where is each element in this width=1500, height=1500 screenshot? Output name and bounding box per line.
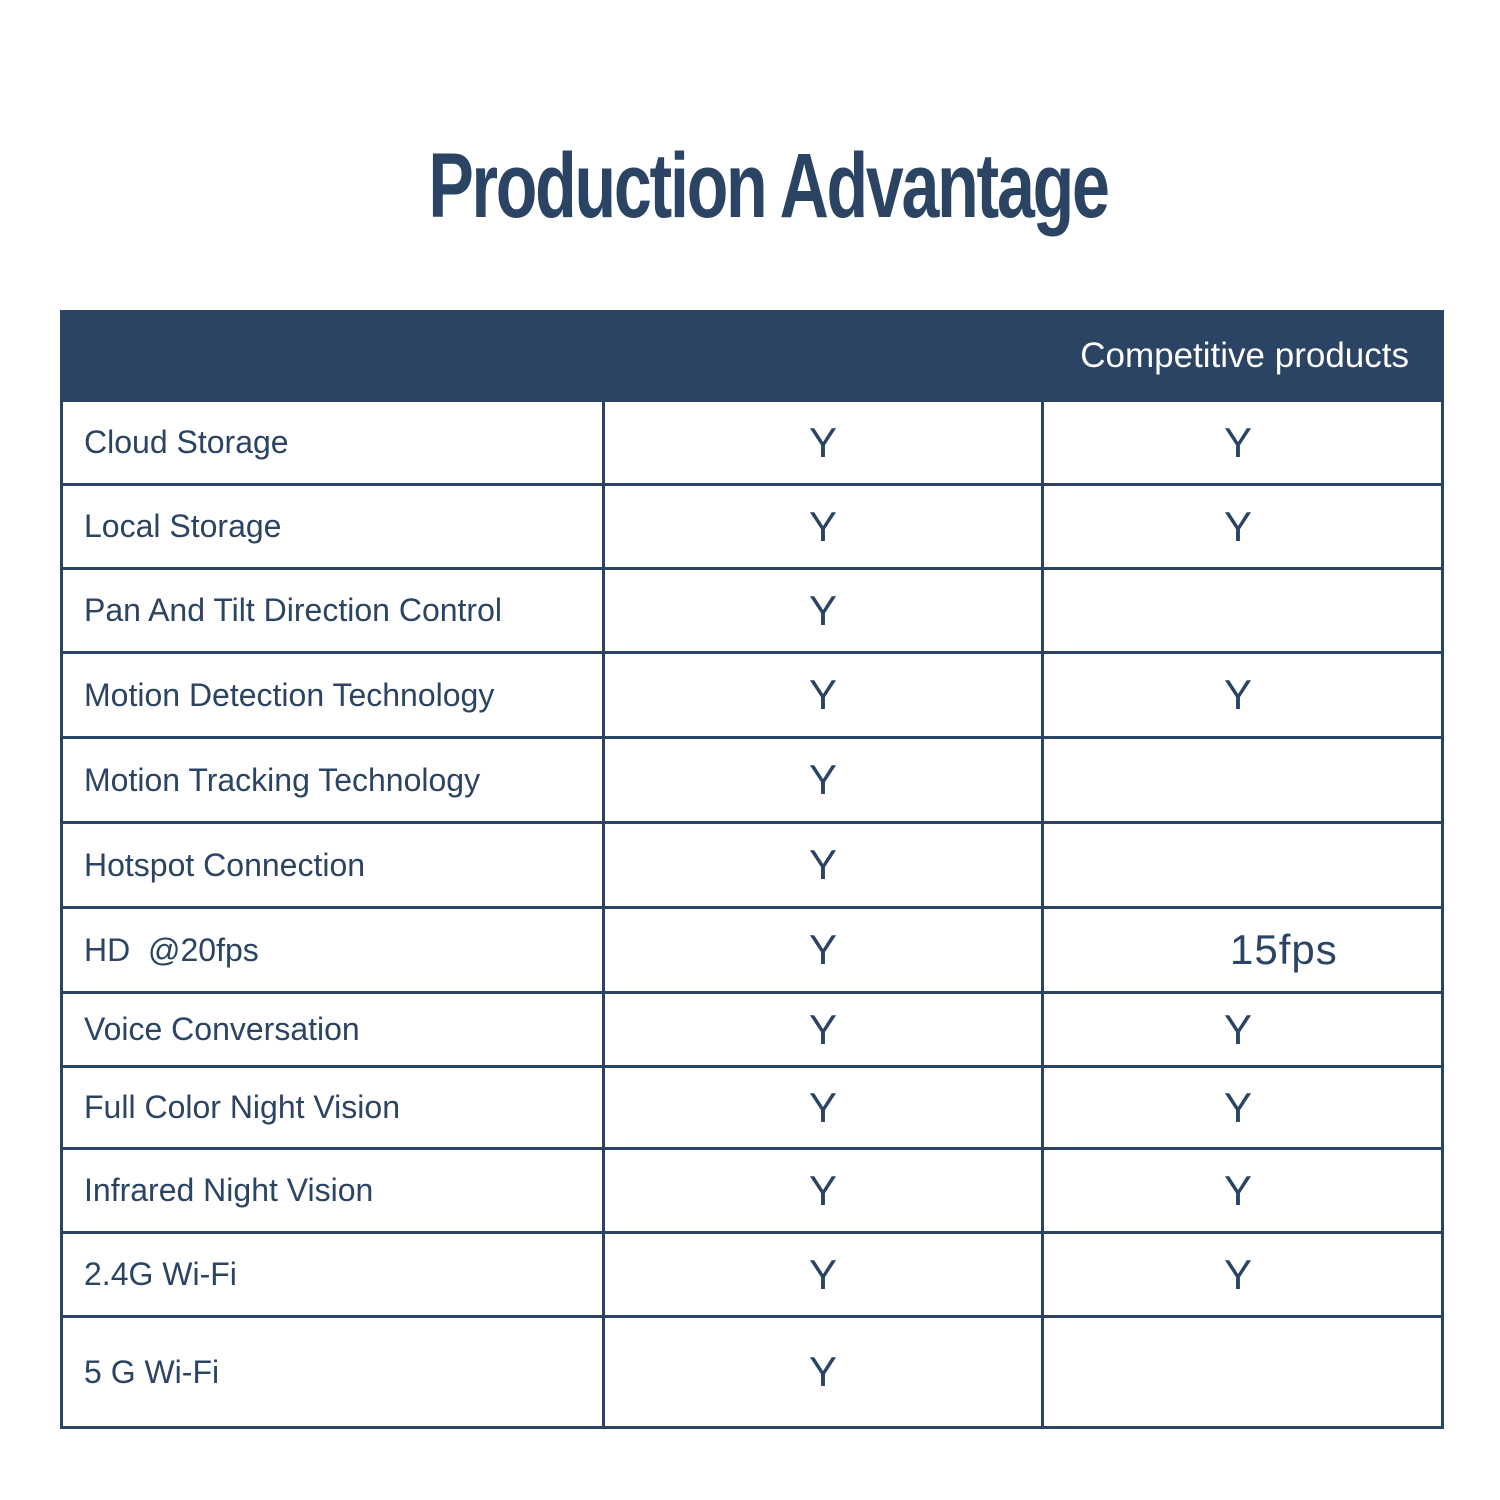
page-title: Production Advantage <box>428 135 1108 237</box>
table-row <box>62 1067 1443 1149</box>
feature-name-cell: Full Color Night Vision <box>62 1067 604 1149</box>
competitor-value-cell <box>1043 823 1443 908</box>
ours-value-cell: Y <box>604 401 1043 485</box>
ours-value-cell: Y <box>604 569 1043 653</box>
table-row <box>62 1317 1443 1428</box>
ours-value-cell: Y <box>604 653 1043 738</box>
competitor-value-cell: Y <box>1043 1067 1443 1149</box>
ours-value-cell: Y <box>604 823 1043 908</box>
competitor-value-cell <box>1043 1317 1443 1428</box>
table-row <box>62 1149 1443 1233</box>
feature-name-cell: Infrared Night Vision <box>62 1149 604 1233</box>
feature-name-cell: Hotspot Connection <box>62 823 604 908</box>
competitor-value-cell: Y <box>1043 653 1443 738</box>
feature-name-cell: Motion Tracking Technology <box>62 738 604 823</box>
feature-name-cell: Cloud Storage <box>62 401 604 485</box>
table-row <box>62 569 1443 653</box>
competitor-value-cell: Y <box>1043 1233 1443 1317</box>
table-body <box>62 401 1443 1428</box>
table-header-row <box>62 312 1443 401</box>
competitor-value-cell <box>1043 738 1443 823</box>
ours-value-cell: Y <box>604 1317 1043 1428</box>
feature-name-cell: Voice Conversation <box>62 993 604 1067</box>
table-row <box>62 401 1443 485</box>
feature-name-cell: HD @20fps <box>62 908 604 993</box>
competitor-value-cell: Y <box>1043 1149 1443 1233</box>
ours-value-cell: Y <box>604 1233 1043 1317</box>
table-row <box>62 908 1443 993</box>
header-cell-feature <box>62 312 604 401</box>
competitor-value-cell: Y <box>1043 401 1443 485</box>
table-row <box>62 823 1443 908</box>
competitor-value-cell: Y <box>1043 485 1443 569</box>
competitor-value-cell: 15fps <box>1043 908 1443 993</box>
header-cell-ours <box>604 312 1043 401</box>
competitor-value-cell <box>1043 569 1443 653</box>
ours-value-cell: Y <box>604 993 1043 1067</box>
feature-name-cell: Pan And Tilt Direction Control <box>62 569 604 653</box>
table-row <box>62 653 1443 738</box>
ours-value-cell: Y <box>604 738 1043 823</box>
ours-value-cell: Y <box>604 485 1043 569</box>
feature-name-cell: Local Storage <box>62 485 604 569</box>
header-cell-competitive-products: Competitive products <box>1043 312 1443 401</box>
table-row <box>62 993 1443 1067</box>
feature-name-cell: 2.4G Wi-Fi <box>62 1233 604 1317</box>
comparison-table <box>60 310 1444 1429</box>
ours-value-cell: Y <box>604 1067 1043 1149</box>
ours-value-cell: Y <box>604 908 1043 993</box>
table-row <box>62 738 1443 823</box>
ours-value-cell: Y <box>604 1149 1043 1233</box>
feature-name-cell: 5 G Wi-Fi <box>62 1317 604 1428</box>
feature-name-cell: Motion Detection Technology <box>62 653 604 738</box>
table-row <box>62 1233 1443 1317</box>
table-row <box>62 485 1443 569</box>
competitor-value-cell: Y <box>1043 993 1443 1067</box>
